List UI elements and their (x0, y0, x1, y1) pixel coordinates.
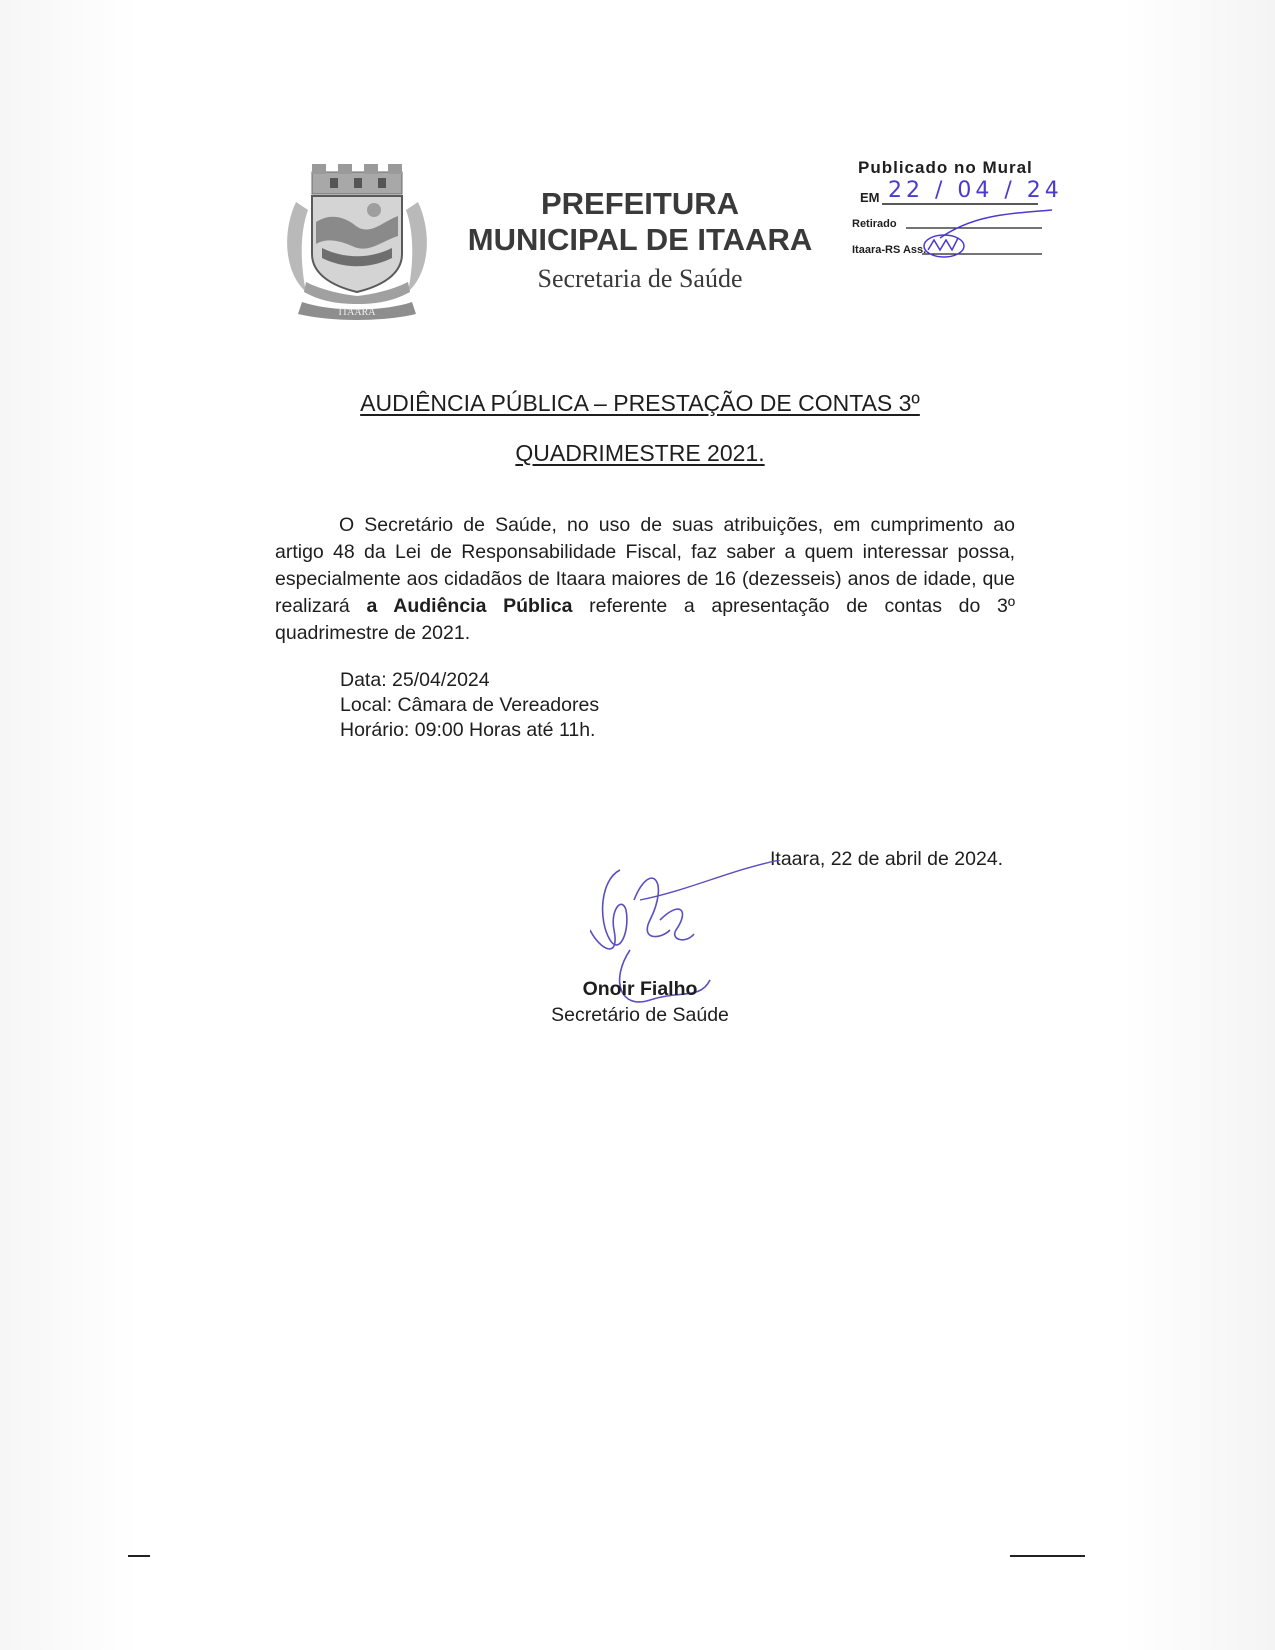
header-secretaria: Secretaria de Saúde (537, 264, 743, 293)
event-date: Data: 25/04/2024 (340, 669, 490, 691)
stamp-itaara-label: Itaara-RS Ass. (852, 244, 927, 256)
body-text-end: referente a apresentação de contas do 3º quadrimestre de 2021. (275, 595, 1015, 644)
stamp-retirado-label: Retirado (852, 218, 897, 230)
letterhead (440, 186, 840, 294)
stamp-lines-and-initials (852, 156, 1102, 276)
body-text-bold: a Audiência Pública (366, 595, 573, 617)
signer-role: Secretário de Saúde (551, 1004, 729, 1026)
scan-edge-mark-left (128, 1555, 150, 1557)
event-location: Local: Câmara de Vereadores (340, 694, 600, 716)
event-details (340, 668, 599, 743)
scan-edge-mark-right (1010, 1555, 1085, 1557)
header-line-municipal: MUNICIPAL DE ITAARA (467, 222, 813, 257)
crest-banner-text: ITAARA (338, 307, 376, 318)
event-time: Horário: 09:00 Horas até 11h. (340, 719, 596, 741)
title-line-1: AUDIÊNCIA PÚBLICA – PRESTAÇÃO DE CONTAS 3º (360, 390, 920, 416)
header-line-prefeitura: PREFEITURA (540, 186, 740, 221)
signer-block (540, 976, 740, 1028)
body-paragraph (275, 512, 1015, 647)
municipal-crest-logo (282, 162, 432, 322)
title-line-2: QUADRIMESTRE 2021. (515, 440, 765, 466)
body-text-start: O Secretário de Saúde, no uso de suas atribuições, em cumprimento ao artigo 48 da Lei de Responsabilidade Fiscal, faz saber a quem interessar possa, especialmente aos cidadãos de Itaara maiores de 16 (dezesseis) anos de idade, que realizará (275, 514, 1015, 617)
place-and-date: Itaara, 22 de abril de 2024. (770, 848, 1004, 870)
document-title (260, 378, 1020, 478)
signer-name: Onoir Fialho (582, 978, 698, 1000)
stamp-title: Publicado no Mural (858, 158, 1033, 177)
stamp-handwritten-date: 22 / 04 / 24 (888, 178, 1063, 203)
stamp-em-label: EM (860, 190, 880, 205)
publication-stamp (852, 156, 1102, 276)
